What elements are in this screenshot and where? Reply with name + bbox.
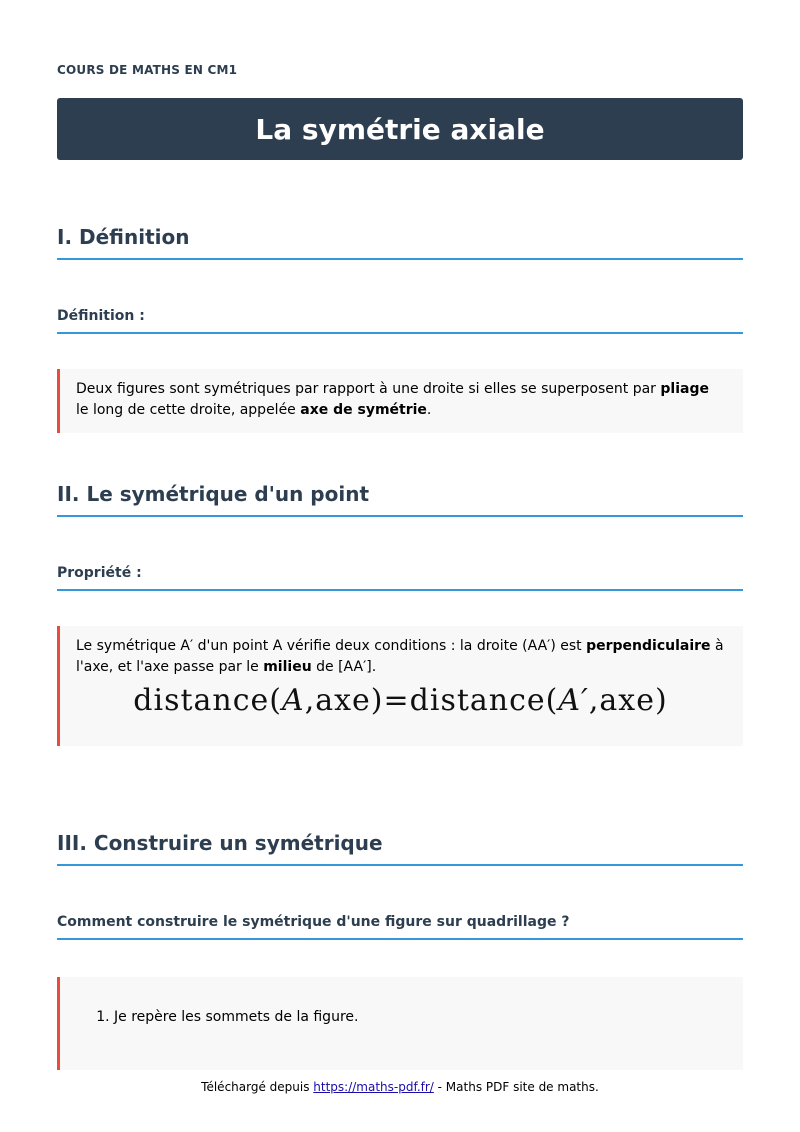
formula-right-arg: axe bbox=[599, 683, 655, 718]
definition-bold-1: pliage bbox=[660, 381, 709, 397]
property-box bbox=[57, 626, 743, 746]
footer-link[interactable]: https://maths-pdf.fr/ bbox=[313, 1080, 434, 1094]
section-heading-construct: III. Construire un symétrique bbox=[57, 830, 743, 866]
formula-right-var: A′ bbox=[558, 683, 589, 718]
subheading-property: Propriété : bbox=[57, 564, 743, 591]
step-item: 1. Je repère les sommets de la figure. bbox=[114, 1007, 725, 1028]
definition-text-3: . bbox=[426, 402, 432, 418]
footer-suffix: - Maths PDF site de maths. bbox=[433, 1080, 599, 1094]
formula-equals: = bbox=[383, 683, 410, 718]
formula-right-fn: distance bbox=[409, 683, 546, 718]
footer bbox=[0, 1080, 800, 1094]
definition-bold-2: axe de symétrie bbox=[300, 402, 427, 418]
page-title: La symétrie axiale bbox=[255, 112, 545, 146]
formula-left-var: A bbox=[282, 683, 305, 718]
definition-text-2: le long de cette droite, appelée bbox=[76, 402, 301, 418]
property-bold-1: perpendiculaire bbox=[586, 638, 711, 654]
subheading-construct: Comment construire le symétrique d'une figure sur quadrillage ? bbox=[57, 913, 743, 940]
footer-prefix: Téléchargé depuis bbox=[201, 1080, 314, 1094]
property-text-3: de [AA′]. bbox=[311, 659, 377, 675]
section-heading-point: II. Le symétrique d'un point bbox=[57, 481, 743, 517]
subheading-definition: Définition : bbox=[57, 307, 743, 334]
steps-list bbox=[76, 1007, 725, 1028]
distance-formula: distance(A,axe)=distance(A′,axe) bbox=[133, 683, 668, 718]
method-box bbox=[57, 977, 743, 1070]
property-bold-2: milieu bbox=[263, 659, 312, 675]
property-text-2: à l'axe, et l'axe passe par le bbox=[76, 638, 724, 675]
definition-box bbox=[57, 369, 743, 433]
property-text-1: Le symétrique A′ d'un point A vérifie deux conditions : la droite (AA′) est bbox=[76, 638, 587, 654]
course-label: COURS DE MATHS EN CM1 bbox=[57, 63, 238, 77]
title-banner bbox=[57, 98, 743, 160]
definition-text-1: Deux figures sont symétriques par rapport à une droite si elles se superposent par bbox=[76, 381, 661, 397]
formula-left-arg: axe bbox=[315, 683, 371, 718]
formula-left-fn: distance bbox=[133, 683, 270, 718]
section-heading-definition: I. Définition bbox=[57, 224, 743, 260]
